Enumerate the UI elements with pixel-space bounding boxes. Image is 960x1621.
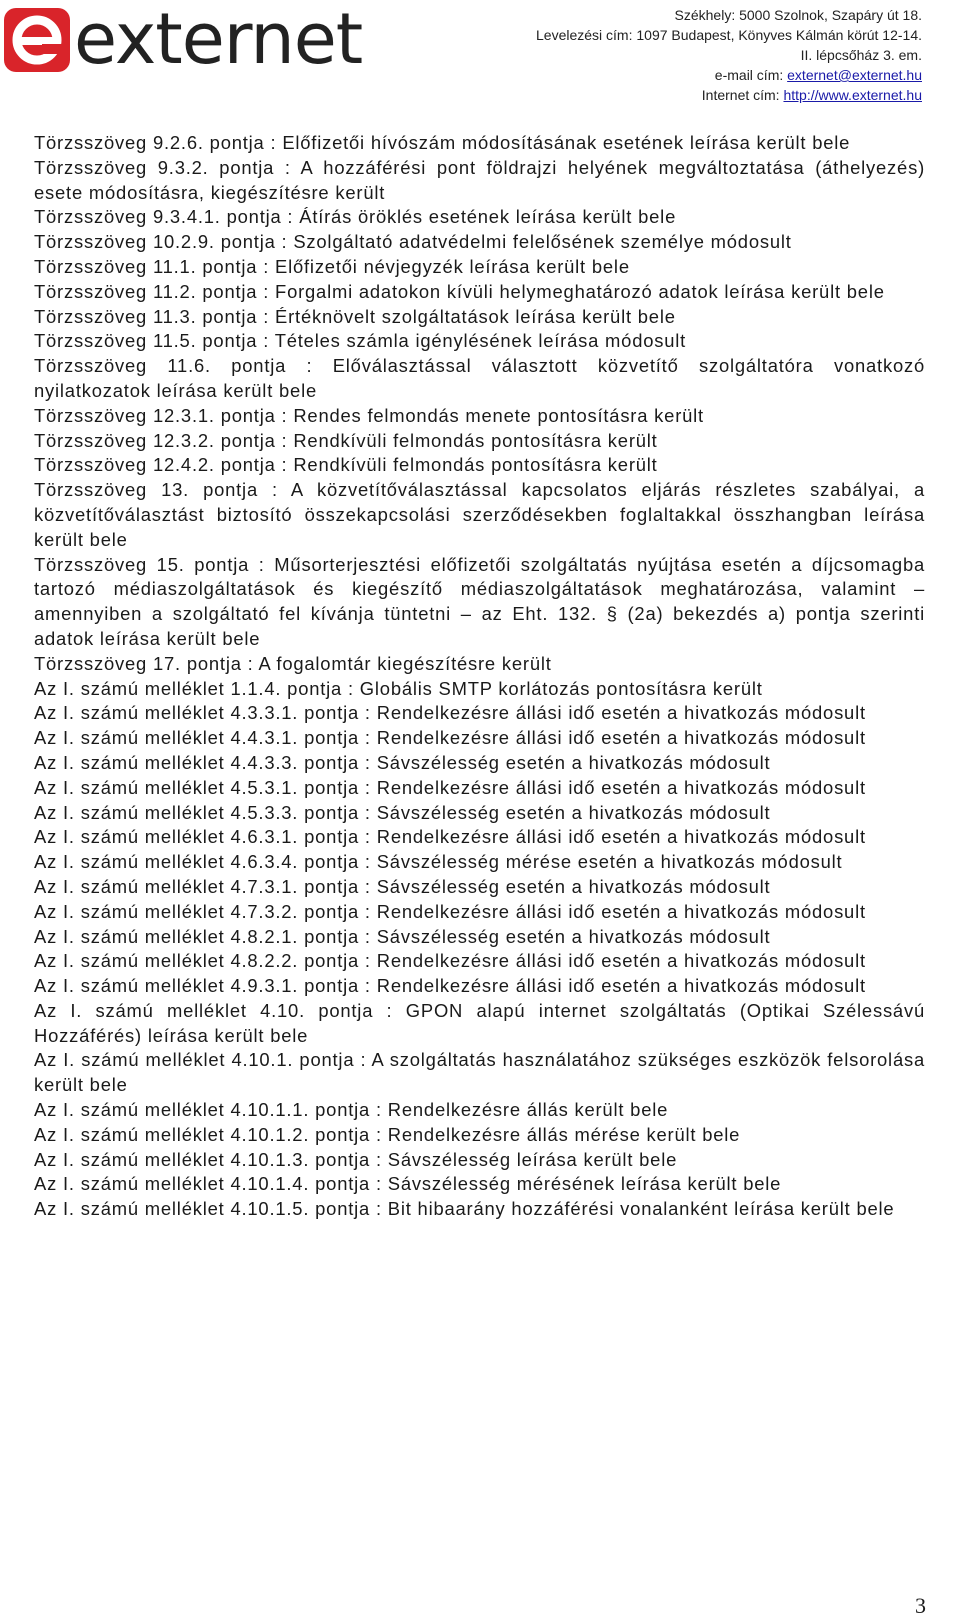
logo-graphic (2, 0, 372, 80)
change-entry: Az I. számú melléklet 4.10.1.5. pontja : Bit hibaarány hozzáférési vonalanként leírása került bele (34, 1198, 895, 1220)
change-entry: Az I. számú melléklet 4.7.3.2. pontja : Rendelkezésre állási idő esetén a hivatkozás módosult (34, 900, 866, 922)
address-line-3: II. lépcsőház 3. em. (800, 47, 922, 63)
change-entry: Törzsszöveg 12.3.1. pontja : Rendes felmondás menete pontosításra került (34, 404, 704, 426)
change-entry: Az I. számú melléklet 4.10.1.4. pontja : Sávszélesség mérésének leírása került bele (34, 1173, 782, 1195)
page-number: 3 (915, 1593, 926, 1618)
change-entry: Az I. számú melléklet 4.10. pontja : GPON alapú internet szolgáltatás (Optikai Szélessávú Hozzáférés) leírása került bele (34, 999, 925, 1046)
change-entry: Törzsszöveg 12.4.2. pontja : Rendkívüli felmondás pontosításra került (34, 454, 658, 476)
change-entry: Az I. számú melléklet 4.6.3.4. pontja : Sávszélesség mérése esetén a hivatkozás módosult (34, 851, 843, 873)
change-entry: Az I. számú melléklet 4.8.2.1. pontja : Sávszélesség esetén a hivatkozás módosult (34, 925, 771, 947)
email-label: e-mail cím: (714, 67, 784, 83)
change-entry: Törzsszöveg 11.5. pontja : Tételes számla igénylésének leírása módosult (34, 330, 687, 352)
change-entry: Törzsszöveg 13. pontja : A közvetítőválasztással kapcsolatos eljárás részletes szabályai, a közvetítőválasztást biztosító összekapcsolási szerződésekben foglaltakkal összhangban leírása került bele (34, 479, 925, 550)
change-entry: Törzsszöveg 11.3. pontja : Értéknövelt szolgáltatások leírása került bele (34, 305, 676, 327)
change-entry: Az I. számú melléklet 4.8.2.2. pontja : Rendelkezésre állási idő esetén a hivatkozás módosult (34, 950, 866, 972)
change-entry: Törzsszöveg 17. pontja : A fogalomtár kiegészítésre került (34, 652, 552, 674)
change-entry: Törzsszöveg 9.2.6. pontja : Előfizetői hívószám módosításának esetének leírása került bele (34, 132, 851, 153)
change-entry: Az I. számú melléklet 4.10.1.3. pontja : Sávszélesség leírása került bele (34, 1148, 678, 1170)
address-line-1: Székhely: 5000 Szolnok, Szapáry út 18. (674, 7, 922, 23)
logo-wordmark: externet (74, 0, 363, 80)
change-entry: Törzsszöveg 11.2. pontja : Forgalmi adatokon kívüli helymeghatározó adatok leírása került bele (34, 280, 885, 302)
change-entry: Törzsszöveg 9.3.4.1. pontja : Átírás öröklés esetének leírása került bele (34, 206, 677, 228)
email-link[interactable]: externet@externet.hu (787, 67, 922, 83)
change-entry: Törzsszöveg 11.1. pontja : Előfizetői névjegyzék leírása került bele (34, 255, 630, 277)
change-entry: Törzsszöveg 10.2.9. pontja : Szolgáltató adatvédelmi felelősének személye módosult (34, 231, 792, 253)
company-contact-info (536, 5, 922, 105)
change-entry: Törzsszöveg 9.3.2. pontja : A hozzáférési pont földrajzi helyének megváltoztatása (áthelyezés) esete módosításra, kiegészítésre került (34, 156, 925, 203)
change-entry: Az I. számú melléklet 1.1.4. pontja : Globális SMTP korlátozás pontosításra került (34, 677, 763, 699)
change-entry: Az I. számú melléklet 4.4.3.1. pontja : Rendelkezésre állási idő esetén a hivatkozás módosult (34, 727, 866, 749)
internet-label: Internet cím: (701, 87, 780, 103)
change-entry: Az I. számú melléklet 4.6.3.1. pontja : Rendelkezésre állási idő esetén a hivatkozás módosult (34, 826, 866, 848)
change-entry: Törzsszöveg 12.3.2. pontja : Rendkívüli felmondás pontosításra került (34, 429, 658, 451)
change-list (34, 131, 925, 1222)
internet-line (536, 85, 922, 105)
change-entry: Az I. számú melléklet 4.7.3.1. pontja : Sávszélesség esetén a hivatkozás módosult (34, 875, 771, 897)
change-entry: Az I. számú melléklet 4.5.3.3. pontja : Sávszélesség esetén a hivatkozás módosult (34, 801, 771, 823)
change-entry: Törzsszöveg 11.6. pontja : Előválasztással választott közvetítő szolgáltatóra vonatkozó nyilatkozatok leírása került bele (34, 355, 925, 401)
address-line-2: Levelezési cím: 1097 Budapest, Könyves Kálmán körút 12-14. (536, 27, 922, 43)
change-entry: Az I. számú melléklet 4.10.1.1. pontja : Rendelkezésre állás került bele (34, 1099, 669, 1121)
change-entry: Az I. számú melléklet 4.10.1. pontja : A szolgáltatás használatához szükséges eszközök felsorolása került bele (34, 1049, 925, 1096)
change-entry: Az I. számú melléklet 4.4.3.3. pontja : Sávszélesség esetén a hivatkozás módosult (34, 751, 771, 773)
change-entry: Törzsszöveg 15. pontja : Műsorterjesztési előfizetői szolgáltatás nyújtása esetén a díjcsomagba tartozó médiaszolgáltatások és kiegészítő médiaszolgáltatások meghatározása, valamint – amennyiben a szolgáltató fel kívánja tüntetni – az Eht. 132. § (2a) bekezdés a) pontja szerinti adatok leírása került bele (34, 553, 925, 649)
email-line (536, 65, 922, 85)
change-entry: Az I. számú melléklet 4.5.3.1. pontja : Rendelkezésre állási idő esetén a hivatkozás módosult (34, 776, 866, 798)
externet-logo (2, 0, 372, 80)
change-entry: Az I. számú melléklet 4.10.1.2. pontja : Rendelkezésre állás mérése került bele (34, 1123, 741, 1145)
change-entry: Az I. számú melléklet 4.3.3.1. pontja : Rendelkezésre állási idő esetén a hivatkozás módosult (34, 702, 866, 724)
change-entry: Az I. számú melléklet 4.9.3.1. pontja : Rendelkezésre állási idő esetén a hivatkozás módosult (34, 975, 866, 997)
website-link[interactable]: http://www.externet.hu (783, 87, 922, 103)
